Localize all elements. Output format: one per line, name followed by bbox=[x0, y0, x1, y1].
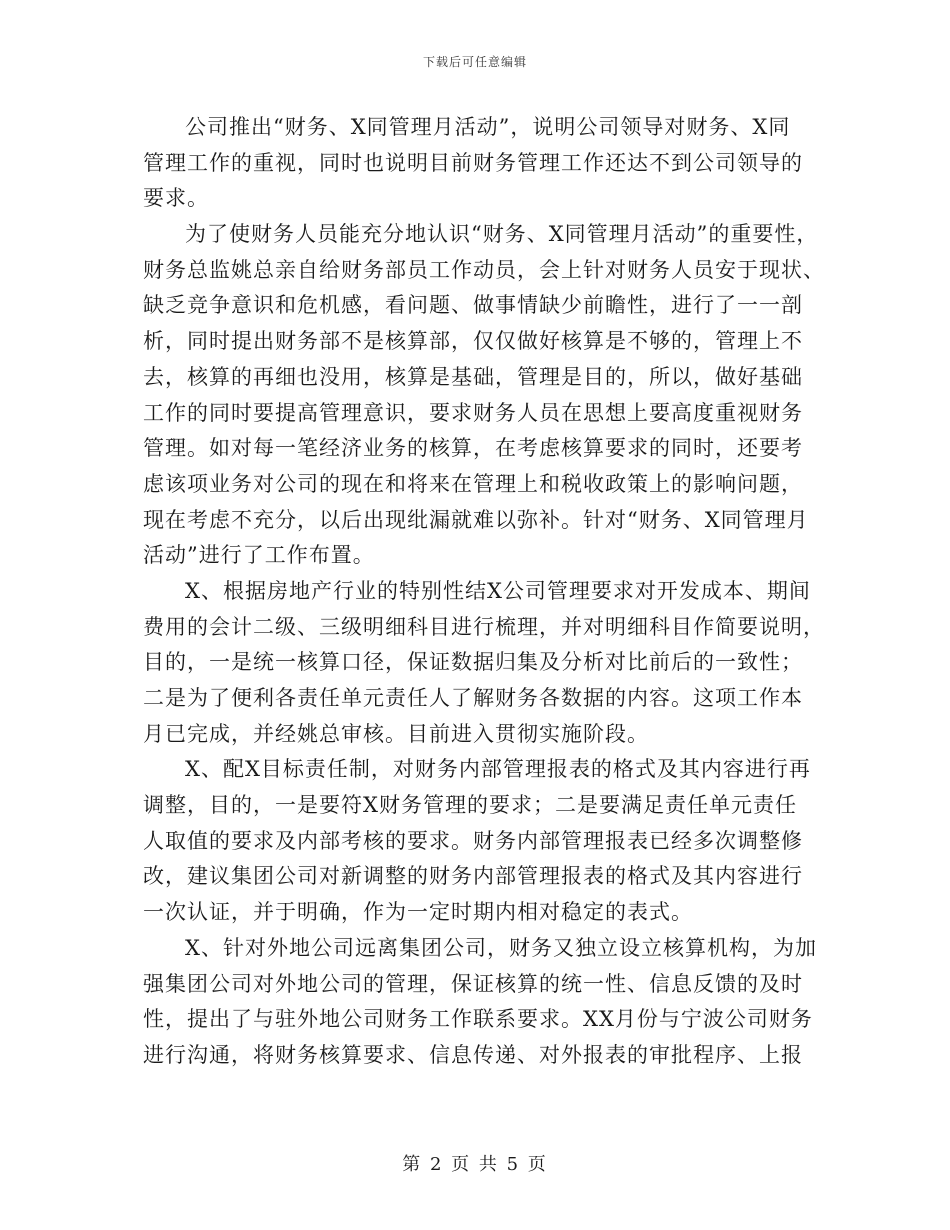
text-line: 调整，目的，一是要符X财务管理的要求；二是要满足责任单元责任 bbox=[143, 793, 797, 818]
text-line: 缺乏竞争意识和危机感，看问题、做事情缺少前瞻性，进行了一一剖 bbox=[143, 293, 803, 318]
text-line: 虑该项业务对公司的现在和将来在管理上和税收政策上的影响问题， bbox=[143, 471, 803, 496]
text-line: 改，建议集团公司对新调整的财务内部管理报表的格式及其内容进行 bbox=[143, 864, 803, 889]
text-line: 要求。 bbox=[143, 186, 209, 211]
text-line: 月已完成，并经姚总审核。目前进入贯彻实施阶段。 bbox=[143, 721, 649, 746]
text-line: 去，核算的再细也没用，核算是基础，管理是目的，所以，做好基础 bbox=[143, 364, 803, 389]
text-line: 性，提出了与驻外地公司财务工作联系要求。XX月份与宁波公司财务 bbox=[143, 1007, 813, 1032]
page-header: 下载后可任意编辑 bbox=[422, 55, 527, 69]
text-line: 强集团公司对外地公司的管理，保证核算的统一性、信息反馈的及时 bbox=[143, 971, 803, 996]
text-line: 目的，一是统一核算口径，保证数据归集及分析对比前后的一致性； bbox=[143, 650, 803, 675]
paragraph-first-line: X、针对外地公司远离集团公司，财务又独立设立核算机构，为加 bbox=[185, 935, 817, 960]
text-line: 财务总监姚总亲自给财务部员工作动员，会上针对财务人员安于现状、 bbox=[143, 257, 825, 282]
text-line: 现在考虑不充分，以后出现纰漏就难以弥补。针对“财务、X同管理月 bbox=[143, 507, 809, 532]
text-line: 一次认证，并于明确，作为一定时期内相对稳定的表式。 bbox=[143, 900, 693, 925]
paragraph-first-line: 公司推出“财务、X同管理月活动”，说明公司领导对财务、X同 bbox=[185, 115, 791, 139]
text-line: 管理。如对每一笔经济业务的核算，在考虑核算要求的同时，还要考 bbox=[143, 436, 803, 461]
text-line: 管理工作的重视，同时也说明目前财务管理工作还达不到公司领导的 bbox=[143, 150, 803, 175]
text-line: 析，同时提出财务部不是核算部，仅仅做好核算是不够的，管理上不 bbox=[143, 329, 803, 354]
text-line: 人取值的要求及内部考核的要求。财务内部管理报表已经多次调整修 bbox=[143, 828, 803, 853]
page-number: 第 2 页 共 5 页 bbox=[402, 1154, 548, 1175]
text-line: 费用的会计二级、三级明细科目进行梳理，并对明细科目作简要说明， bbox=[143, 614, 825, 639]
text-line: 活动”进行了工作布置。 bbox=[143, 543, 375, 568]
text-line: 二是为了便利各责任单元责任人了解财务各数据的内容。这项工作本 bbox=[143, 686, 803, 710]
paragraph-first-line: X、配X目标责任制，对财务内部管理报表的格式及其内容进行再 bbox=[185, 757, 811, 782]
paragraph-first-line: X、根据房地产行业的特别性结X公司管理要求对开发成本、期间 bbox=[185, 578, 811, 603]
document-body bbox=[143, 110, 825, 1074]
paragraph-first-line: 为了使财务人员能充分地认识“财务、X同管理月活动”的重要性， bbox=[185, 222, 819, 247]
text-line: 工作的同时要提高管理意识，要求财务人员在思想上要高度重视财务 bbox=[143, 400, 803, 425]
text-line: 进行沟通，将财务核算要求、信息传递、对外报表的审批程序、上报 bbox=[143, 1042, 803, 1067]
